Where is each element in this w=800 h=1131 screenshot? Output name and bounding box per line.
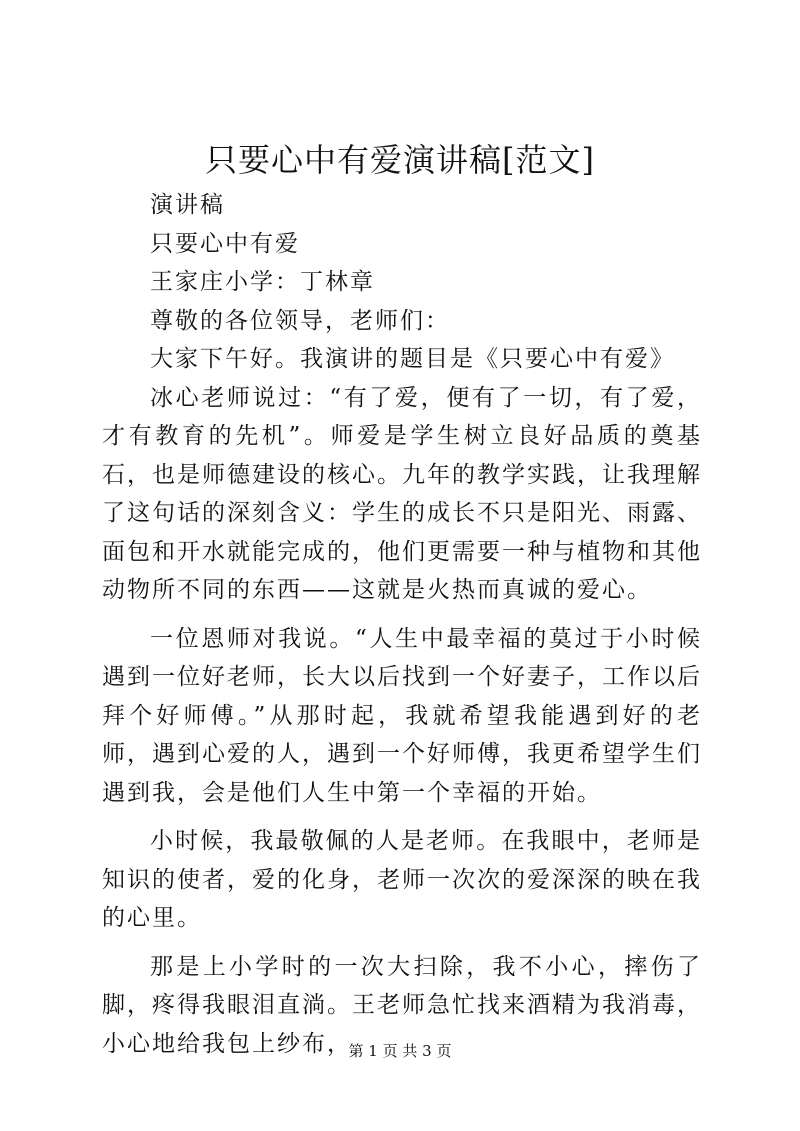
paragraph-speech-title: 只要心中有爱 [150,230,300,257]
paragraph-greeting: 大家下午好。我演讲的题目是《只要心中有爱》 [150,346,675,372]
page-footer: 第 1 页 共 3 页 [348,1042,452,1060]
document-title: 只要心中有爱演讲稿[范文] [205,141,595,179]
paragraph-body-4: 那是上小学时的一次大扫除，我不小心，摔伤了脚，疼得我眼泪直淌。王老师急忙找来酒精为我消毒，小心地给我包上纱布， [102,953,702,1057]
document-body [102,186,702,1063]
paragraph-salutation: 尊敬的各位领导，老师们： [150,307,450,334]
paragraph-author: 王家庄小学：丁林章 [150,269,375,295]
paragraph-body-3: 小时候，我最敬佩的人是老师。在我眼中，老师是知识的使者，爱的化身，老师一次次的爱深深的映在我的心里。 [102,828,702,931]
paragraph-body-2: 一位恩师对我说。“人生中最幸福的莫过于小时候遇到一位好老师，长大以后找到一个好妻子，工作以后拜个好师傅。”从那时起，我就希望我能遇到好的老师，遇到心爱的人，遇到一个好师傅，我更希望学生们遇到我，会是他们人生中第一个幸福的开始。 [102,625,702,806]
paragraph-body-1: 冰心老师说过：“有了爱，便有了一切，有了爱，才有教育的先机”。师爱是学生树立良好品质的奠基石，也是师德建设的核心。九年的教学实践，让我理解了这句话的深刻含义：学生的成长不只是阳光、雨露、面包和开水就能完成的，他们更需要一种与植物和其他动物所不同的东西——这就是火热而真诚的爱心。 [102,384,702,603]
paragraph-heading-label: 演讲稿 [150,192,225,218]
